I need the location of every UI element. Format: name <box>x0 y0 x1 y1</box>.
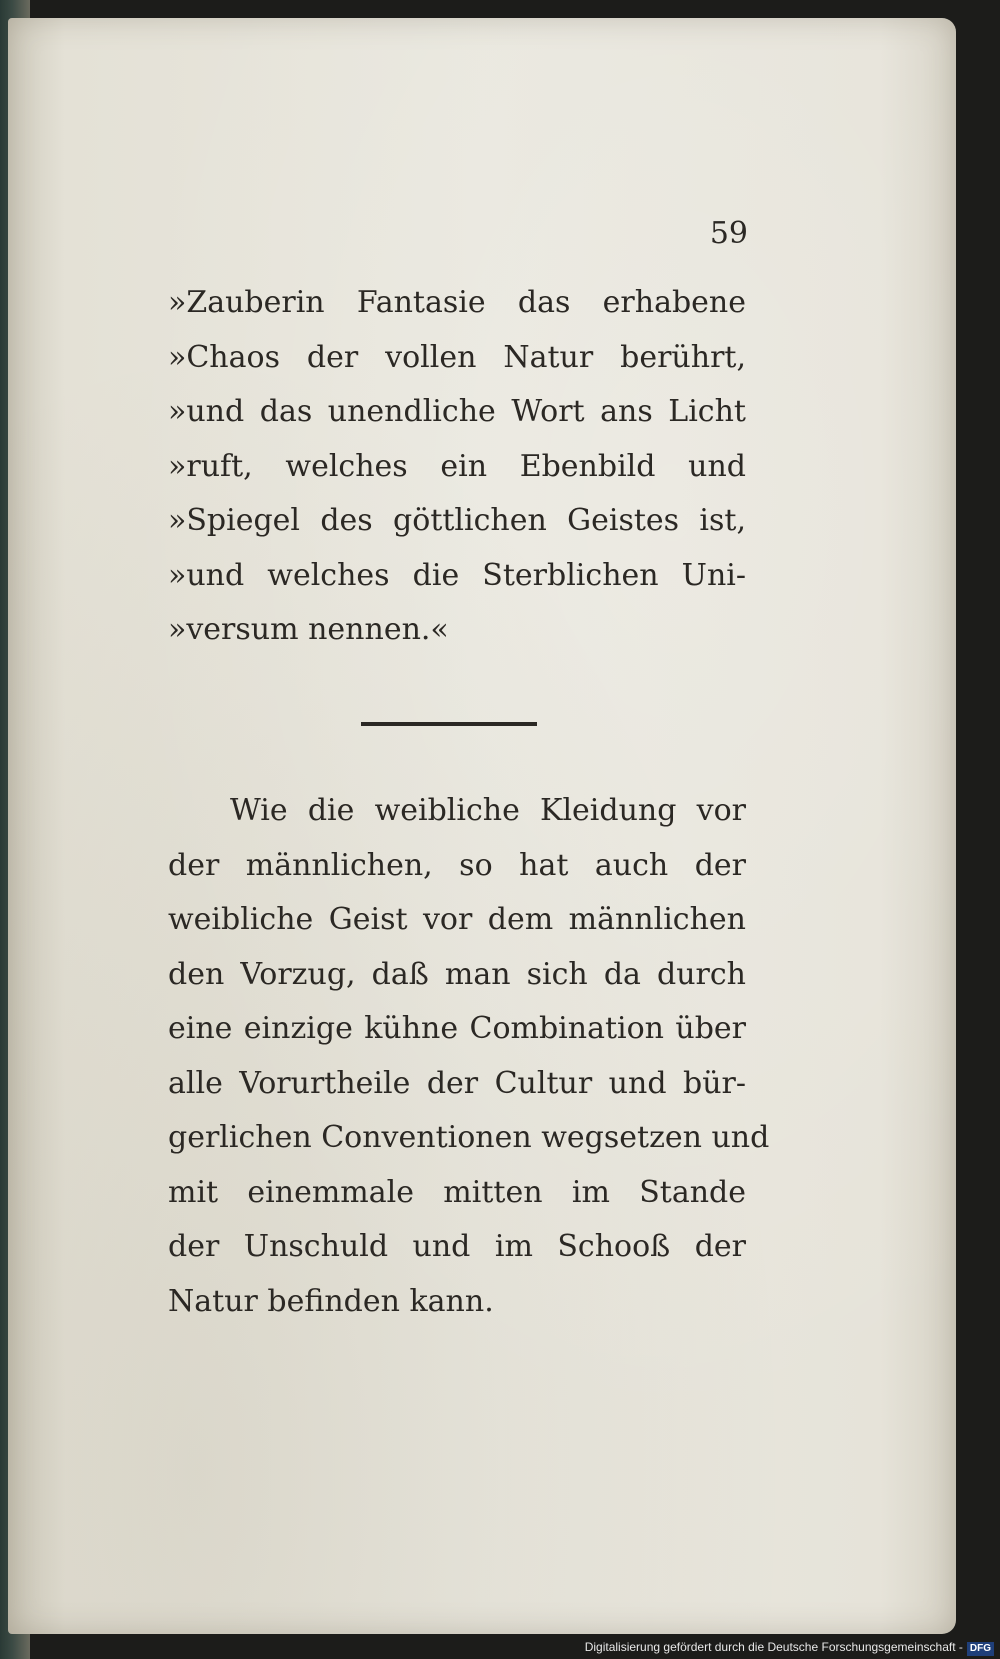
text-line: »ruft, welches ein Ebenbild und <box>168 448 746 484</box>
text-line: »Spiegel des göttlichen Geistes ist, <box>168 503 746 538</box>
text-line: »Chaos der vollen Natur berührt, <box>168 339 746 375</box>
text-line: gerlichen Conventionen wegsetzen und <box>168 1120 770 1155</box>
dfg-logo-icon: DFG <box>967 1642 994 1656</box>
text-line: »versum nennen.« <box>168 612 449 647</box>
text-line: alle Vorurtheile der Cultur und bür- <box>168 1065 746 1101</box>
section-divider <box>361 722 537 726</box>
text-line: weibliche Geist vor dem männlichen <box>168 902 746 937</box>
text-line: der Unschuld und im Schooß der <box>168 1229 746 1264</box>
text-line: »und welches die Sterblichen Uni- <box>168 557 746 593</box>
text-line: mit einemmale mitten im Stande <box>168 1174 746 1210</box>
text-line: Natur befinden kann. <box>168 1283 494 1319</box>
text-line: »Zauberin Fantasie das erhabene <box>168 285 746 320</box>
page-number: 59 <box>709 216 748 251</box>
body-paragraph <box>168 784 770 1329</box>
text-line: den Vorzug, daß man sich da durch <box>168 956 746 992</box>
digitization-credit <box>585 1637 994 1657</box>
text-line: »und das unendliche Wort ans Licht <box>168 394 746 429</box>
quote-paragraph <box>168 276 746 658</box>
text-line: Wie die weibliche Kleidung vor <box>230 793 746 828</box>
credit-text: Digitalisierung gefördert durch die Deutsche Forschungsgemeinschaft - <box>584 1640 963 1654</box>
text-line: eine einzige kühne Combination über <box>168 1011 746 1046</box>
text-line: der männlichen, so hat auch der <box>168 847 746 883</box>
book-page <box>8 18 956 1634</box>
